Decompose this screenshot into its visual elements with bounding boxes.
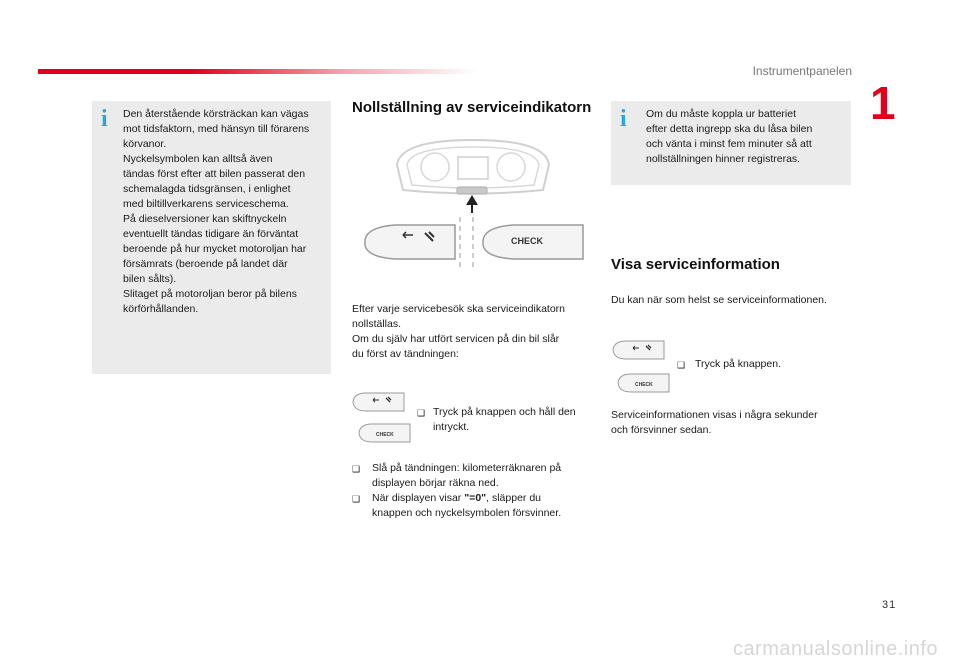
section-title: Instrumentpanelen — [752, 64, 852, 78]
bullet-icon: ❑ — [417, 408, 426, 418]
svg-text:CHECK: CHECK — [376, 432, 394, 438]
step-release-value: "=0" — [464, 492, 487, 504]
check-button-image — [358, 423, 412, 443]
step-release — [372, 491, 607, 521]
left-info-box — [92, 101, 331, 374]
service-info-step: Tryck på knappen. — [695, 358, 781, 370]
menu-button-image — [612, 340, 666, 360]
bullet-icon: ❑ — [352, 464, 361, 474]
svg-text:CHECK: CHECK — [635, 382, 653, 388]
bullet-icon: ❑ — [352, 494, 361, 504]
check-button-label: CHECK — [511, 236, 544, 246]
step-release-pre: När displayen visar — [372, 492, 465, 504]
dashboard-illustration — [355, 135, 595, 275]
right-info-box — [611, 101, 851, 185]
menu-button-image — [352, 392, 406, 412]
chapter-number: 1 — [870, 77, 896, 129]
service-info-outro: Serviceinformationen visas i några sekunder och försvinner sedan. — [611, 409, 818, 436]
step-ignition-on: Slå på tändningen: kilometerräknaren på displayen börjar räkna ned. — [372, 462, 562, 489]
watermark: carmanualsonline.info — [732, 638, 938, 660]
check-button-image — [617, 373, 671, 393]
service-info-intro: Du kan när som helst se serviceinformationen. — [611, 294, 827, 306]
left-info-text: Den återstående körsträckan kan vägas mot tidsfaktorn, med hänsyn till förarens körvanor. Nyckelsymbolen kan alltså även tändas först efter att bilen passerat den schemalagda tidsgränsen, i enlighet med biltillverkarens serviceschema. På dieselversioner kan skiftnyckeln eventuellt tändas tidigare än förväntat beroende på hur mycket motoroljan har försämrats (beroende på landet där bilen sålts). Slitaget på motoroljan beror på bilens körförhållanden. — [123, 108, 310, 315]
header-red-bar — [38, 69, 478, 74]
step-release-post: , släpper du knappen och nyckelsymbolen försvinner. — [372, 492, 562, 519]
step-press-hold: Tryck på knappen och håll den intryckt. — [433, 406, 576, 433]
right-info-text: Om du måste koppla ur batteriet efter detta ingrepp ska du låsa bilen och vänta i minst fem minuter så att nollställningen hinner registreras. — [646, 108, 813, 165]
info-icon: i — [620, 106, 627, 132]
bullet-icon: ❑ — [677, 360, 686, 370]
reset-intro: Efter varje servicebesök ska serviceindikatorn nollställas. Om du själv har utfört servicen på din bil slår du först av tändningen: — [352, 303, 566, 360]
service-info-heading: Visa serviceinformation — [611, 256, 780, 273]
reset-heading: Nollställning av serviceindikatorn — [352, 99, 592, 116]
page-number: 31 — [882, 599, 897, 611]
info-icon: i — [101, 106, 108, 132]
